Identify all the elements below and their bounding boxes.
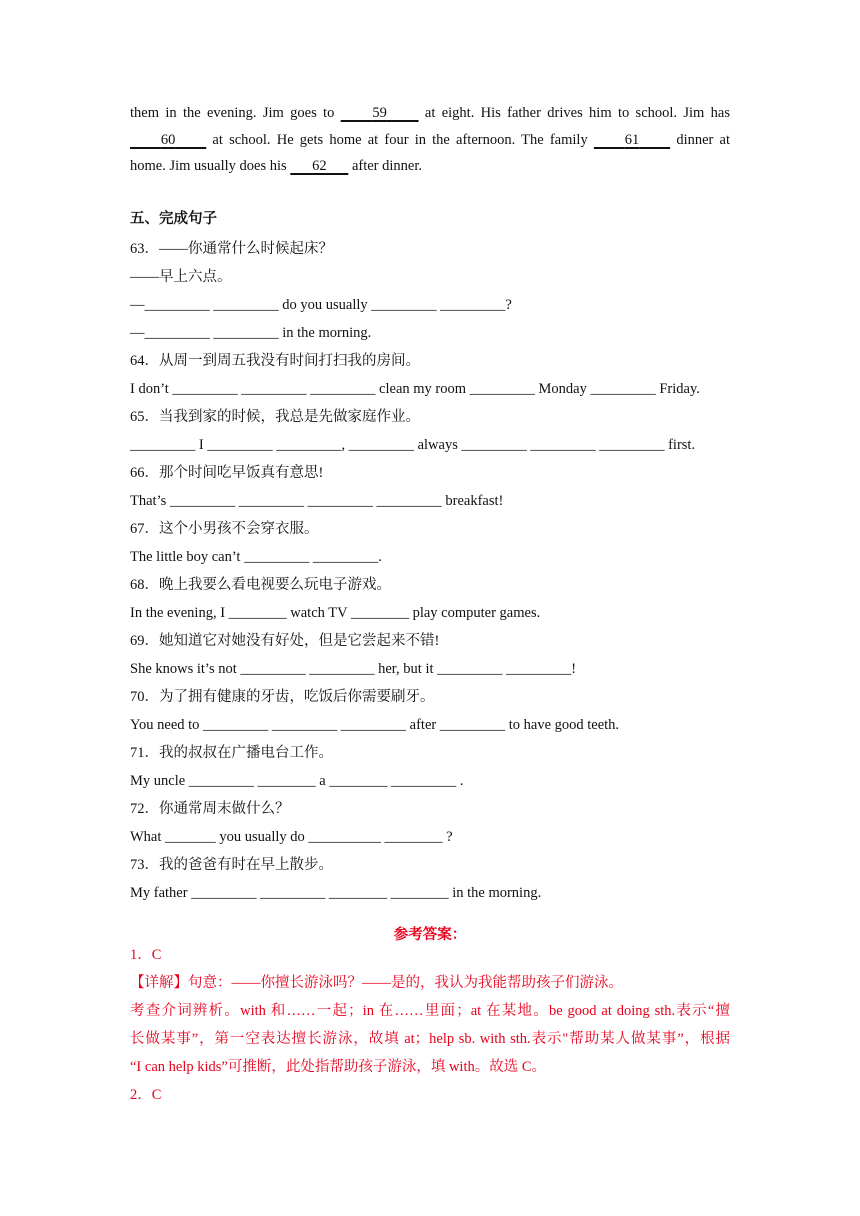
question-63-en-answer: —_________ _________ in the morning. xyxy=(130,325,372,341)
question-63-cn-answer: ——早上六点。 xyxy=(130,269,232,285)
blank-62: 62 xyxy=(312,158,327,174)
question-69-cn: 69．她知道它对她没有好处，但是它尝起来不错! xyxy=(130,633,440,649)
section-title: 五、完成句子 xyxy=(130,211,217,227)
question-71-cn: 71．我的叔叔在广播电台工作。 xyxy=(130,745,333,761)
blank-59: 59 xyxy=(372,105,387,121)
answer-1-detail-2: 考查介词辨析。with 和……一起；in 在……里面；at 在某地。be good at doing sth.表示“擅 xyxy=(130,1003,730,1019)
question-63-cn: 63．——你通常什么时候起床？ xyxy=(130,241,333,257)
blank-61: 61 xyxy=(624,131,640,148)
question-64-en: I don’t _________ _________ _________ clean my room _________ Monday _________ Friday. xyxy=(130,381,700,397)
passage-line-1: them in the evening. Jim goes to 59 at eight. His father drives him to school. Jim has xyxy=(130,105,730,121)
question-list xyxy=(130,235,730,907)
answer-1-detail-4: “I can help kids”可推断，此处指帮助孩子游泳，填 with。故选 C。 xyxy=(130,1059,547,1075)
question-66-en: That’s _________ _________ _________ _________ breakfast! xyxy=(130,493,504,509)
question-73-en: My father _________ _________ ________ ________ in the morning. xyxy=(130,885,542,901)
answer-2: 2．C xyxy=(130,1087,162,1103)
passage-line-2: 60 at school. He gets home at four in the afternoon. The family 61 dinner at xyxy=(130,127,730,154)
question-71-en: My uncle _________ ________ a ________ _________ . xyxy=(130,773,464,789)
question-66-cn: 66．那个时间吃早饭真有意思! xyxy=(130,465,324,481)
passage-line-3: home. Jim usually does his 62 after dinner. xyxy=(130,158,422,174)
blank-60: 60 xyxy=(160,131,176,148)
question-64-cn: 64．从周一到周五我没有时间打扫我的房间。 xyxy=(130,353,420,369)
answer-1-detail-3: 长做某事”，第一空表达擅长游泳，故填 at；help sb. with sth.表示"帮助某人做某事”，根据 xyxy=(130,1031,730,1047)
question-65-cn: 65．当我到家的时候，我总是先做家庭作业。 xyxy=(130,409,420,425)
question-68-en: In the evening, I ________ watch TV ________ play computer games. xyxy=(130,605,541,621)
question-65-en: _________ I _________ _________, _________ always _________ _________ _________ first. xyxy=(130,437,696,453)
answers-block xyxy=(130,941,730,1109)
question-73-cn: 73．我的爸爸有时在早上散步。 xyxy=(130,857,333,873)
answer-1: 1．C xyxy=(130,947,162,963)
question-63-en: —_________ _________ do you usually _________ _________? xyxy=(130,297,512,313)
question-70-cn: 70．为了拥有健康的牙齿，吃饭后你需要刷牙。 xyxy=(130,689,435,705)
question-67-cn: 67．这个小男孩不会穿衣服。 xyxy=(130,521,319,537)
question-70-en: You need to _________ _________ _________ after _________ to have good teeth. xyxy=(130,717,620,733)
answer-1-detail-1: 【详解】句意：——你擅长游泳吗？——是的，我认为我能帮助孩子们游泳。 xyxy=(130,975,623,991)
answers-title: 参考答案： xyxy=(393,927,467,943)
question-69-en: She knows it’s not _________ _________ her, but it _________ _________! xyxy=(130,661,577,677)
question-72-en: What _______ you usually do __________ ________ ? xyxy=(130,829,453,845)
question-67-en: The little boy can’t _________ _________. xyxy=(130,549,382,565)
question-68-cn: 68．晚上我要么看电视要么玩电子游戏。 xyxy=(130,577,391,593)
passage-tail xyxy=(130,100,730,180)
question-72-cn: 72．你通常周末做什么？ xyxy=(130,801,290,817)
